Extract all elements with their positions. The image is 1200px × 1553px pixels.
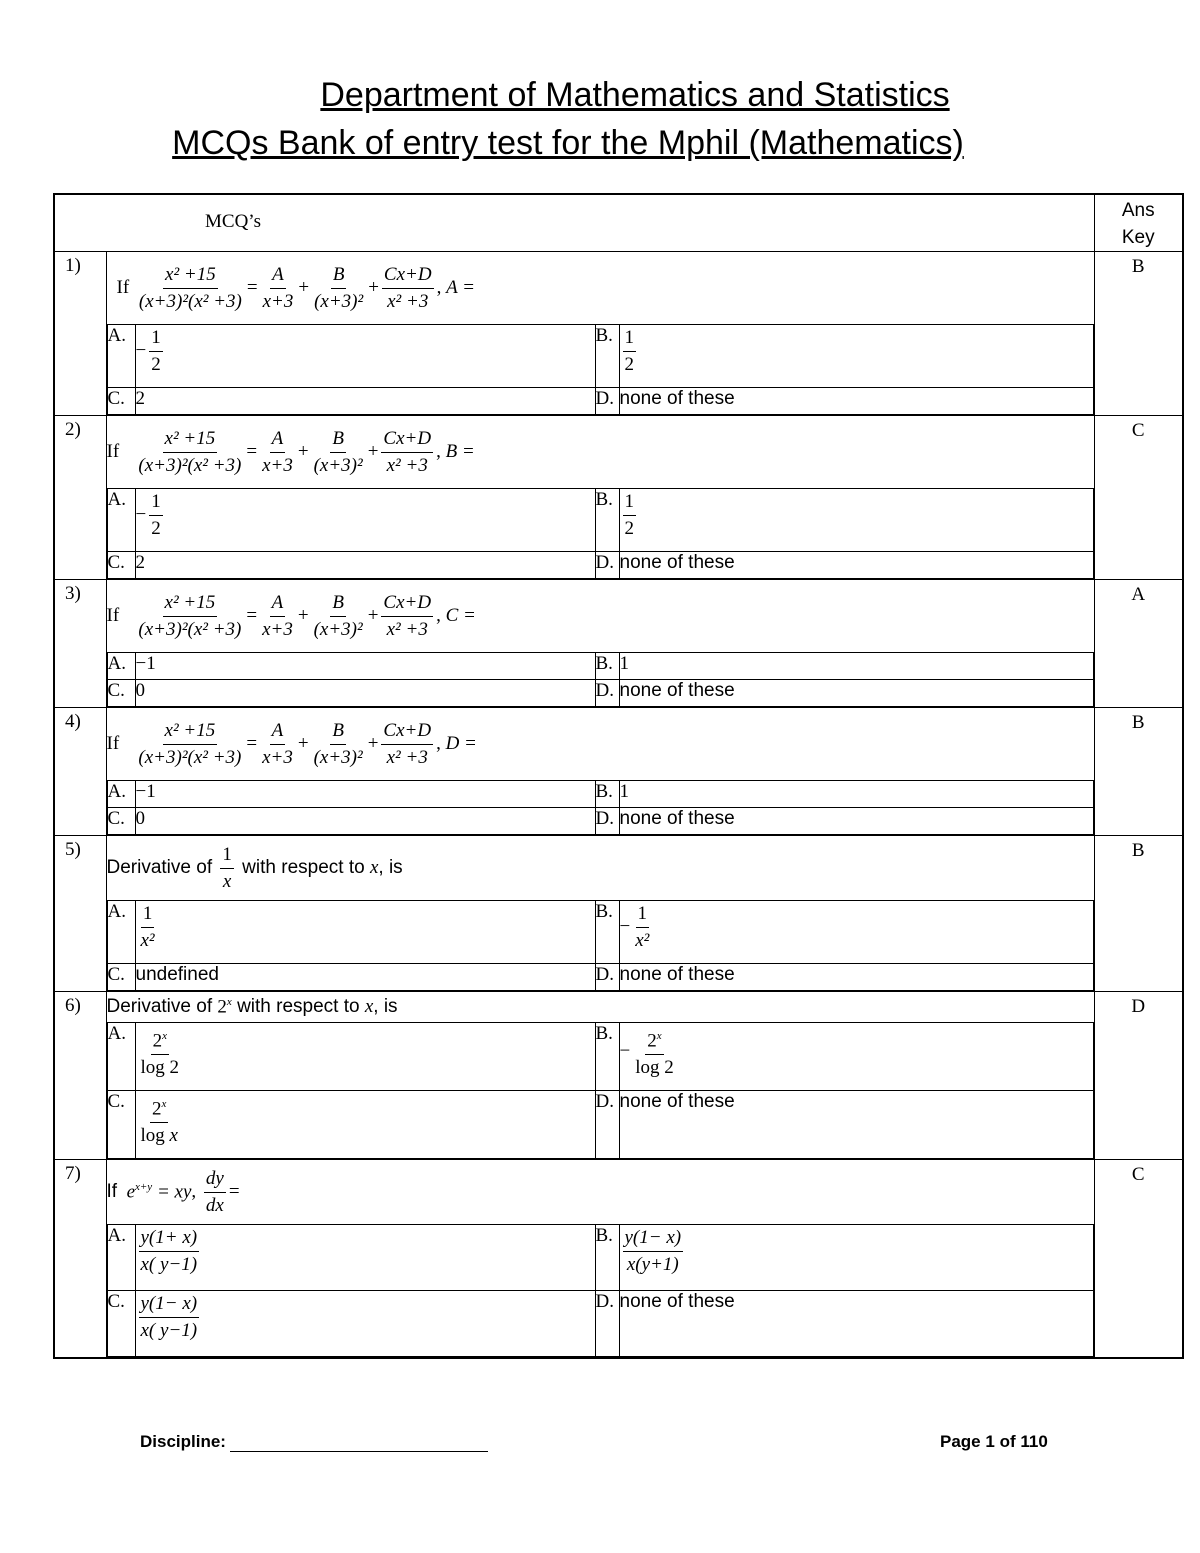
option-a[interactable]: −1 <box>135 653 595 680</box>
option-a[interactable]: $\frac{1}{\text{x²}}$ <box>135 901 595 964</box>
discipline-blank[interactable] <box>230 1451 488 1452</box>
option-a-label: A. <box>107 901 135 964</box>
option-b[interactable]: 1 <box>619 653 1093 680</box>
question-text: If $\frac{\text{x² +15}}{\text{(x+3)²(x² +3)}}$ = $\frac{A}{x+3}$ + $\frac{B}{\text{(x+3)²}}$ + $\frac{Cx+D}{\text{x² +3}}$ , C = <box>106 591 476 640</box>
option-d-label: D. <box>595 680 619 707</box>
question-number: 4) <box>54 708 106 836</box>
column-header-ans-key: Ans Key <box>1094 194 1183 252</box>
department-title: Department of Mathematics and Statistics <box>320 76 950 114</box>
option-b-label: B. <box>595 1225 619 1291</box>
answer-key: D <box>1094 992 1183 1160</box>
option-a-label: A. <box>107 653 135 680</box>
option-a[interactable]: −1 <box>135 781 595 808</box>
question-number: 6) <box>54 992 106 1160</box>
option-b-label: B. <box>595 325 619 388</box>
answer-key: C <box>1094 416 1183 580</box>
option-b-label: B. <box>595 1023 619 1091</box>
option-d[interactable]: none of these <box>619 388 1093 415</box>
option-c-label: C. <box>107 552 135 579</box>
option-d[interactable]: none of these <box>619 1291 1093 1357</box>
option-b-label: B. <box>595 781 619 808</box>
option-d-label: D. <box>595 964 619 991</box>
option-c[interactable]: undefined <box>135 964 595 991</box>
document-title: MCQs Bank of entry test for the Mphil (Mathematics) <box>172 124 964 162</box>
option-c-label: C. <box>107 808 135 835</box>
question-text: If $e^{x+y}$ = xy , $\frac{dy}{dx}$ = <box>106 1167 240 1216</box>
option-a-label: A. <box>107 781 135 808</box>
option-c-label: C. <box>107 388 135 415</box>
question-number: 1) <box>54 252 106 416</box>
option-d[interactable]: none of these <box>619 808 1093 835</box>
option-a[interactable]: $\frac{y(1+ x)}{x( y-1)}$ <box>135 1225 595 1291</box>
question-row <box>54 416 1183 580</box>
answer-key: B <box>1094 836 1183 992</box>
option-b-label: B. <box>595 489 619 552</box>
option-d-label: D. <box>595 1291 619 1357</box>
option-d-label: D. <box>595 388 619 415</box>
option-a[interactable]: $\frac{2^x}{\log 2}$ <box>135 1023 595 1091</box>
option-d[interactable]: none of these <box>619 552 1093 579</box>
option-b[interactable]: $\frac{1}{2}$ <box>619 489 1093 552</box>
option-b[interactable]: $\frac{y(1- x)}{x(y+1)}$ <box>619 1225 1093 1291</box>
question-row <box>54 252 1183 416</box>
option-c-label: C. <box>107 1091 135 1159</box>
option-c[interactable]: 2 <box>135 552 595 579</box>
question-row <box>54 1160 1183 1359</box>
answer-key: C <box>1094 1160 1183 1359</box>
option-c-label: C. <box>107 1291 135 1357</box>
option-b[interactable]: − $\frac{2^x}{\log 2}$ <box>619 1023 1093 1091</box>
option-a-label: A. <box>107 1225 135 1291</box>
option-d[interactable]: none of these <box>619 1091 1093 1159</box>
answer-key: B <box>1094 708 1183 836</box>
answer-key: A <box>1094 580 1183 708</box>
option-a[interactable]: − $\frac{1}{2}$ <box>135 489 595 552</box>
option-a-label: A. <box>107 1023 135 1091</box>
option-d-label: D. <box>595 1091 619 1159</box>
option-c[interactable]: 2 <box>135 388 595 415</box>
option-d[interactable]: none of these <box>619 680 1093 707</box>
page-number: Page 1 of 110 <box>940 1432 1048 1451</box>
question-text: If $\frac{\text{x² +15}}{\text{(x+3)²(x² +3)}}$ = $\frac{A}{x+3}$ + $\frac{B}{\text{(x+3)²}}$ + $\frac{Cx+D}{\text{x² +3}}$ , B = <box>106 427 475 476</box>
option-b[interactable]: $\frac{1}{2}$ <box>619 325 1093 388</box>
question-text: If $\frac{\text{x² +15}}{\text{(x+3)²(x² +3)}}$ = $\frac{A}{x+3}$ + $\frac{B}{\text{(x+3)²}}$ + $\frac{Cx+D}{\text{x² +3}}$ , A = <box>116 263 475 312</box>
answer-key: B <box>1094 252 1183 416</box>
question-number: 2) <box>54 416 106 580</box>
question-row <box>54 836 1183 992</box>
option-a-label: A. <box>107 325 135 388</box>
question-row <box>54 580 1183 708</box>
table-header-row <box>54 194 1183 252</box>
question-number: 5) <box>54 836 106 992</box>
option-a-label: A. <box>107 489 135 552</box>
option-a[interactable]: − $\frac{1}{2}$ <box>135 325 595 388</box>
question-number: 7) <box>54 1160 106 1359</box>
option-b[interactable]: − $\frac{1}{\text{x²}}$ <box>619 901 1093 964</box>
question-text: Derivative of 2$^x$ with respect to x , is <box>106 995 398 1018</box>
question-text: If $\frac{\text{x² +15}}{\text{(x+3)²(x² +3)}}$ = $\frac{A}{x+3}$ + $\frac{B}{\text{(x+3)²}}$ + $\frac{Cx+D}{\text{x² +3}}$ , D = <box>106 719 477 768</box>
option-b[interactable]: 1 <box>619 781 1093 808</box>
question-number: 3) <box>54 580 106 708</box>
discipline-label: Discipline: <box>140 1432 226 1451</box>
option-d-label: D. <box>595 808 619 835</box>
option-b-label: B. <box>595 653 619 680</box>
discipline-field <box>140 1432 488 1452</box>
option-c-label: C. <box>107 680 135 707</box>
option-c[interactable]: $\frac{y(1- x)}{x( y-1)}$ <box>135 1291 595 1357</box>
option-d-label: D. <box>595 552 619 579</box>
option-c[interactable]: 0 <box>135 808 595 835</box>
question-text: Derivative of $\frac{1}{x}$ with respect to x , is <box>106 843 403 892</box>
option-c-label: C. <box>107 964 135 991</box>
option-d[interactable]: none of these <box>619 964 1093 991</box>
option-c[interactable]: 0 <box>135 680 595 707</box>
option-c[interactable]: $\frac{2^x}{\text{log x}}$ <box>135 1091 595 1159</box>
question-row <box>54 992 1183 1160</box>
option-b-label: B. <box>595 901 619 964</box>
column-header-mcq: MCQ’s <box>54 194 1094 252</box>
question-row <box>54 708 1183 836</box>
mcq-table <box>53 193 1184 1359</box>
